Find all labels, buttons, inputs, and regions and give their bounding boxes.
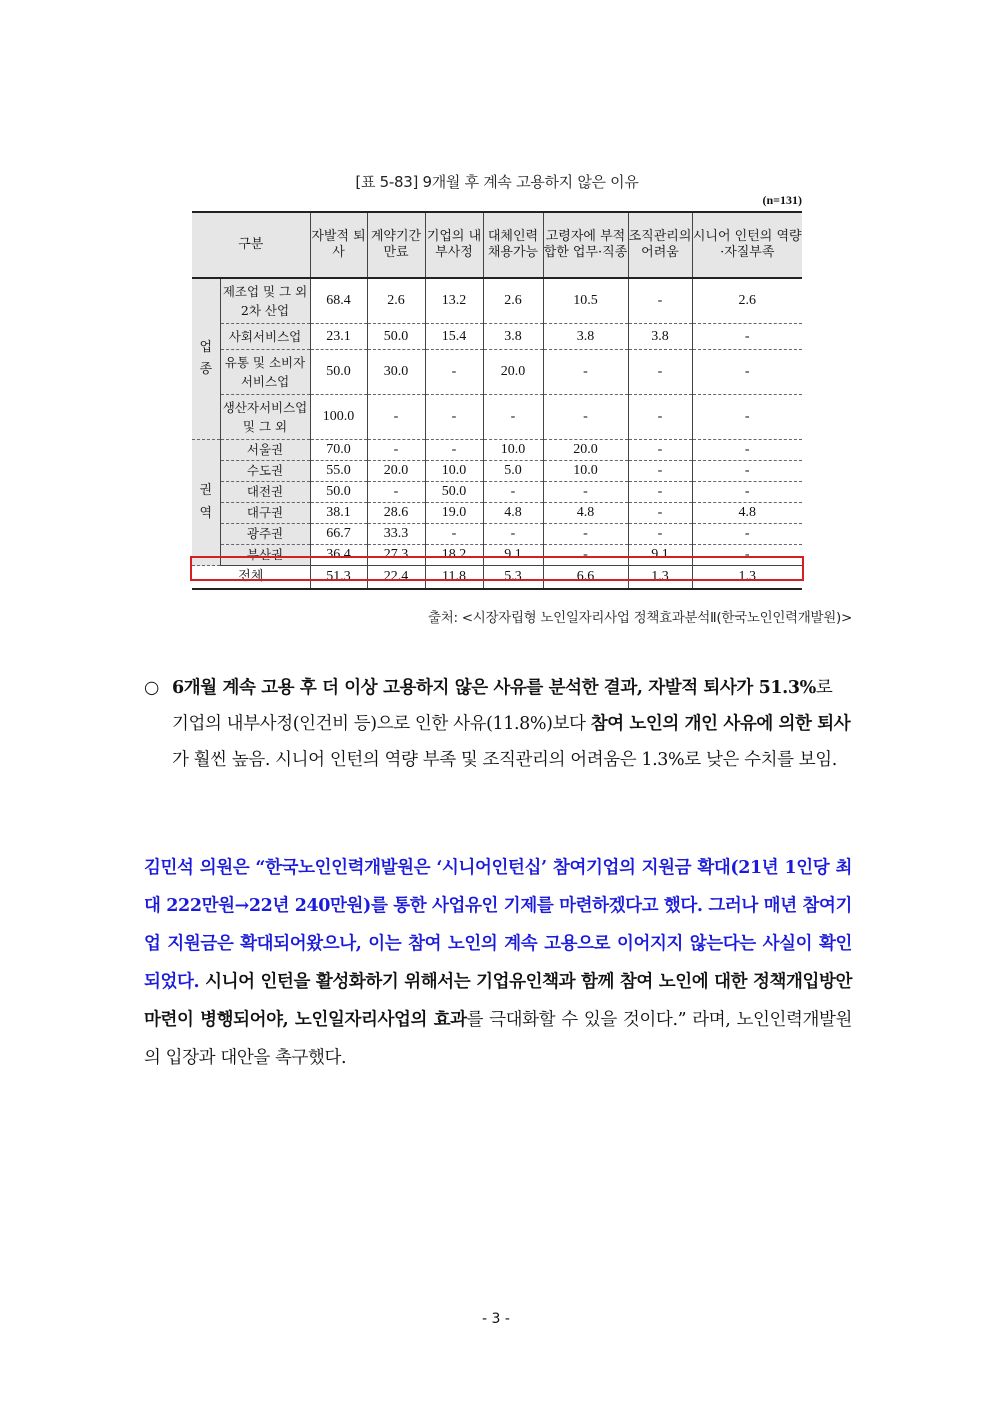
- table-cell: 2.6: [692, 278, 802, 324]
- table-cell: 33.3: [367, 524, 425, 545]
- sample-size: (n=131): [762, 193, 802, 207]
- header-col-5: 조직관리의 어려움: [628, 212, 692, 278]
- table-cell: 51.3: [310, 566, 367, 590]
- bullet-text-1: 로 기업의 내부사정(인건비 등)으로 인한 사유(11.8%)보다: [172, 678, 833, 734]
- table-cell: -: [628, 395, 692, 440]
- row-label: 대전권: [220, 482, 310, 503]
- table-cell: 2.6: [483, 278, 543, 324]
- table-cell: -: [628, 350, 692, 395]
- reasons-table: [192, 211, 802, 590]
- table-cell: 22.4: [367, 566, 425, 590]
- table-cell: 20.0: [543, 440, 628, 461]
- table-cell: 3.8: [628, 324, 692, 350]
- table-cell: 3.8: [543, 324, 628, 350]
- table-row: [192, 461, 802, 482]
- table-cell: -: [628, 461, 692, 482]
- table-cell: -: [483, 395, 543, 440]
- table-cell: -: [425, 395, 483, 440]
- row-label: 사회서비스업: [220, 324, 310, 350]
- table-row: [192, 482, 802, 503]
- quote-blue-text: 김민석 의원은 “한국노인인력개발원은 ‘시니어인턴십’ 참여기업의 지원금 확대(21년 1인당 최대 222만원→22년 240만원)를 통한 사업유인 기제를 마련하겠다고 했다. 그러나 매년 참여기업 지원금은 확대되어왔으나, 이는 참여 노인의 계속 고용으로 이어지지 않는다는 사실이 확인되었다.: [144, 858, 852, 992]
- table-cell: 9.1: [483, 545, 543, 566]
- table-cell: 68.4: [310, 278, 367, 324]
- quote-paragraph: [144, 849, 852, 1077]
- header-col-0: 자발적 퇴사: [310, 212, 367, 278]
- header-col-3: 대체인력 채용가능: [483, 212, 543, 278]
- header-col-6: 시니어 인턴의 역량·자질부족: [692, 212, 802, 278]
- table-cell: 20.0: [483, 350, 543, 395]
- row-label: 서울권: [220, 440, 310, 461]
- table-cell: 5.3: [483, 566, 543, 590]
- table-cell: 19.0: [425, 503, 483, 524]
- header-category: 구분: [192, 212, 310, 278]
- table-row: [192, 440, 802, 461]
- table-cell: -: [543, 350, 628, 395]
- table-cell: -: [367, 395, 425, 440]
- table-cell: -: [367, 440, 425, 461]
- table-cell: 18.2: [425, 545, 483, 566]
- table-cell: -: [543, 545, 628, 566]
- table-cell: 4.8: [483, 503, 543, 524]
- table-cell: 5.0: [483, 461, 543, 482]
- row-label: 생산자서비스업 및 그 외: [220, 395, 310, 440]
- table-cell: 20.0: [367, 461, 425, 482]
- row-label: 대구권: [220, 503, 310, 524]
- table-cell: -: [692, 482, 802, 503]
- table-cell: 4.8: [692, 503, 802, 524]
- table-cell: -: [367, 482, 425, 503]
- table-cell: -: [692, 461, 802, 482]
- summary-bullet: [144, 670, 852, 778]
- table-cell: 15.4: [425, 324, 483, 350]
- table-cell: 11.8: [425, 566, 483, 590]
- table-cell: 10.5: [543, 278, 628, 324]
- table-cell: -: [628, 278, 692, 324]
- row-label: 유통 및 소비자서비스업: [220, 350, 310, 395]
- table-cell: 13.2: [425, 278, 483, 324]
- table-caption: [표 5-83] 9개월 후 계속 고용하지 않은 이유: [355, 173, 639, 191]
- table-cell: -: [628, 440, 692, 461]
- table-cell: 30.0: [367, 350, 425, 395]
- table-cell: -: [425, 440, 483, 461]
- table-cell: -: [483, 482, 543, 503]
- quote-plain-text: 를 극대화할 수 있을 것이다.” 라며, 노인인력개발원의 입장과 대안을 촉구했다.: [144, 1010, 852, 1068]
- table-cell: 1.3: [628, 566, 692, 590]
- table-cell: 4.8: [543, 503, 628, 524]
- table-row: [192, 395, 802, 440]
- total-row-highlight: [190, 556, 804, 581]
- table-cell: -: [692, 440, 802, 461]
- table-cell: -: [628, 503, 692, 524]
- table-cell: 28.6: [367, 503, 425, 524]
- table-cell: -: [543, 395, 628, 440]
- table-cell: -: [628, 482, 692, 503]
- row-label: 수도권: [220, 461, 310, 482]
- header-col-1: 계약기간 만료: [367, 212, 425, 278]
- table-cell: 1.3: [692, 566, 802, 590]
- table-cell: 70.0: [310, 440, 367, 461]
- table-row: [192, 324, 802, 350]
- table-cell: 100.0: [310, 395, 367, 440]
- table-cell: 10.0: [425, 461, 483, 482]
- source-note: 출처: <시장자립형 노인일자리사업 정책효과분석Ⅱ(한국노인인력개발원)>: [427, 610, 852, 626]
- table-cell: -: [692, 545, 802, 566]
- bullet-bold-2: 참여 노인의 개인 사유에 의한 퇴사: [590, 714, 851, 734]
- table-cell: 36.4: [310, 545, 367, 566]
- table-cell: -: [425, 524, 483, 545]
- table-cell: -: [628, 524, 692, 545]
- table-cell: 27.3: [367, 545, 425, 566]
- table-cell: 38.1: [310, 503, 367, 524]
- row-label: 광주권: [220, 524, 310, 545]
- page-number: - 3 -: [482, 1311, 510, 1327]
- table-cell: 2.6: [367, 278, 425, 324]
- bullet-marker: ○: [144, 678, 159, 698]
- table-cell: -: [692, 524, 802, 545]
- table-cell: 3.8: [483, 324, 543, 350]
- header-row: [192, 212, 802, 278]
- bullet-text-2: 가 훨씬 높음. 시니어 인턴의 역량 부족 및 조직관리의 어려움은 1.3%로 낮은 수치를 보임.: [172, 750, 837, 770]
- table-cell: 9.1: [628, 545, 692, 566]
- table-row: [192, 278, 802, 324]
- table-cell: -: [425, 350, 483, 395]
- header-col-2: 기업의 내부사정: [425, 212, 483, 278]
- bullet-bold-1: 6개월 계속 고용 후 더 이상 고용하지 않은 사유를 분석한 결과, 자발적 퇴사가 51.3%: [172, 678, 816, 698]
- group-label-sector: 업 종: [192, 278, 220, 440]
- table-cell: -: [692, 395, 802, 440]
- table-cell: 50.0: [425, 482, 483, 503]
- table-cell: 50.0: [310, 350, 367, 395]
- row-label: 제조업 및 그 외 2차 산업: [220, 278, 310, 324]
- quote-bold-text: 시니어 인턴을 활성화하기 위해서는 기업유인책과 함께 참여 노인에 대한 정책개입방안 마련이 병행되어야, 노인일자리사업의 효과: [144, 972, 852, 1030]
- table-cell: 50.0: [367, 324, 425, 350]
- table-cell: -: [543, 482, 628, 503]
- table-row: [192, 350, 802, 395]
- table-cell: 66.7: [310, 524, 367, 545]
- total-label: 전체: [192, 566, 310, 590]
- table-row: [192, 524, 802, 545]
- table-cell: -: [692, 324, 802, 350]
- table-cell: -: [483, 524, 543, 545]
- row-label: 부산권: [220, 545, 310, 566]
- table-cell: 50.0: [310, 482, 367, 503]
- table-cell: -: [692, 350, 802, 395]
- header-col-4: 고령자에 부적합한 업무·직종: [543, 212, 628, 278]
- table-cell: 55.0: [310, 461, 367, 482]
- table-cell: -: [543, 524, 628, 545]
- table-row: [192, 503, 802, 524]
- table-cell: 10.0: [483, 440, 543, 461]
- group-label-region: 권 역: [192, 440, 220, 566]
- table-cell: 6.6: [543, 566, 628, 590]
- table-cell: 23.1: [310, 324, 367, 350]
- table-cell: 10.0: [543, 461, 628, 482]
